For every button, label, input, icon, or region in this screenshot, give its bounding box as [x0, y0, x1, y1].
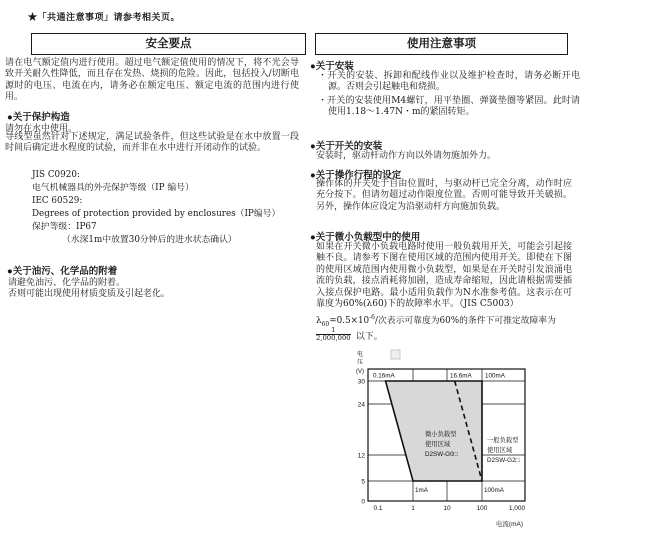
annotation-100mA-top: 100mA [485, 372, 505, 380]
standard-ref-line: Degrees of protection provided by enclosures（IP编号） [32, 209, 281, 219]
oil-line2: 否则可能出现使用材质变质及引起老化。 [8, 289, 171, 299]
svg-text:30: 30 [357, 378, 365, 386]
general-load-region-label [487, 435, 520, 464]
svg-text:使用区域: 使用区域 [425, 441, 451, 448]
top-current-annotations [373, 373, 506, 380]
protection-line1: 请勿在水中使用。 [5, 124, 78, 134]
installation-title: ●关于安装 [310, 61, 354, 72]
formula-rest: /次表示可靠度为60%的条件下可推定故障率为 [375, 316, 556, 326]
formula-exponent: -6 [369, 314, 376, 322]
formula-lambda-sub: 60 [321, 320, 330, 328]
svg-text:1,000: 1,000 [508, 505, 526, 512]
protection-note: （水深1m中放置30分钟后的进水状态确认） [62, 235, 237, 245]
svg-text:10: 10 [443, 505, 451, 512]
annotation-16_6mA: 16.6mA [450, 372, 472, 380]
installation-bullet-2: ・开关的安装使用M4螺钉，用平垫圈、弹簧垫圈等紧固。此时请使用1.18～1.47N・m的紧固转矩。 [318, 96, 580, 118]
section-header-safety-points: 安全要点 [31, 33, 306, 55]
standard-ref-line: IEC 60529: [32, 196, 83, 206]
svg-text:5: 5 [361, 478, 365, 486]
svg-text:24: 24 [357, 401, 365, 409]
y-tick-labels [358, 379, 366, 506]
standard-ref-line: 保护等级：IP67 [32, 222, 97, 232]
operating-stroke-body: 操作体的开关处于自由位置时，与驱动杆已完全分离，动作时应充分按下。但请勿超过动作限度位置。否则可能导致开关破损。另外，操作体应设定为沿驱动杆方向施加负载。 [316, 179, 572, 212]
common-precautions-note: ★「共通注意事项」请参考相关页。 [28, 13, 181, 23]
svg-text:D2SW-G0□: D2SW-G0□ [425, 451, 458, 458]
fraction-denominator: 2,000,000 [316, 334, 351, 342]
fraction-numerator: 1 [331, 325, 336, 334]
standard-ref-line: 电气机械器具的外壳保护等级（IP 编号） [32, 183, 194, 193]
microload-body: 如果在开关微小负载电路时使用一般负载用开关，可能会引起接触不良。请参考下图在使用区域的范围内使用开关。即使在下图的使用区域范围内使用微小负载型，如果是在开关时引发浪涌电流的负载，接点消耗将加剧，造成寿命缩短，因此请根据需要插入接点保护电路。最小适用负载作为N水准参考值。这表示在可靠度为60%(λ60)下的故障率水平。（JIS C5003） [316, 242, 572, 310]
x-tick-labels [373, 505, 525, 512]
annotation-0_16mA: 0.16mA [373, 372, 395, 380]
y-axis-title [356, 350, 364, 375]
installation-bullet-1: ・开关的安装、拆卸和配线作业以及维护检查时，请务必断开电源。否则会引起触电和烧损。 [318, 71, 580, 93]
section-header-usage-precautions: 使用注意事项 [315, 33, 568, 55]
operating-stroke-title: ●关于操作行程的设定 [310, 170, 402, 181]
svg-text:D2SW-G2□: D2SW-G2□ [487, 457, 520, 464]
protection-paragraph: 导线型虽然针对下述规定，满足试验条件，但这些试验是在水中放置一段时间后确定进水程度的试验，而并非在水中进行开闭动作的试验。 [5, 132, 299, 154]
svg-text:0.1: 0.1 [373, 505, 383, 512]
failure-rate-fraction-line [316, 324, 383, 343]
standard-ref-line: JIS C0920: [32, 170, 80, 180]
svg-text:12: 12 [357, 452, 365, 460]
load-usage-area-chart [340, 346, 602, 532]
fraction-suffix: 以下。 [355, 332, 383, 342]
formula-mid: =0.5×10 [329, 316, 370, 326]
svg-text:电: 电 [356, 352, 364, 358]
svg-text:1: 1 [411, 505, 415, 512]
protection-structure-title: ●关于保护构造 [7, 112, 70, 123]
svg-text:0: 0 [361, 498, 365, 506]
switch-installation-title: ●关于开关的安装 [310, 141, 383, 152]
protection-standards-list [32, 169, 280, 234]
switch-installation-body: 安装时，驱动杆动作方向以外请勿施加外力。 [316, 151, 497, 161]
bottom-current-annotations [415, 487, 505, 494]
oil-line1: 请避免油污、化学品的附着。 [8, 278, 126, 288]
formula-lambda: λ [316, 316, 322, 326]
svg-text:100: 100 [476, 505, 488, 512]
fraction [316, 327, 351, 343]
svg-text:一般负载型: 一般负载型 [487, 437, 519, 444]
svg-text:微小负载型: 微小负载型 [425, 431, 457, 438]
svg-text:压: 压 [356, 360, 364, 366]
safety-intro-paragraph: 请在电气额定值内进行使用。超过电气额定值使用的情况下，将不光会导致开关耐久性降低，而且存在发热、烧损的危险。因此，包括投入/切断电源时的电压、电流在内，请务必在额定电压、额定电流的范围内进行使用。 [5, 58, 299, 103]
microload-title: ●关于微小负载型中的使用 [310, 232, 421, 243]
oil-chemicals-title: ●关于油污、化学品的附着 [7, 266, 118, 277]
small-square-mark [391, 350, 400, 359]
svg-text:(V): (V) [356, 369, 364, 375]
x-axis-title: 电流(mA) [495, 521, 523, 528]
annotation-1mA: 1mA [415, 487, 428, 494]
svg-text:使用区域: 使用区域 [487, 447, 513, 454]
annotation-100mA-bottom: 100mA [484, 487, 504, 494]
